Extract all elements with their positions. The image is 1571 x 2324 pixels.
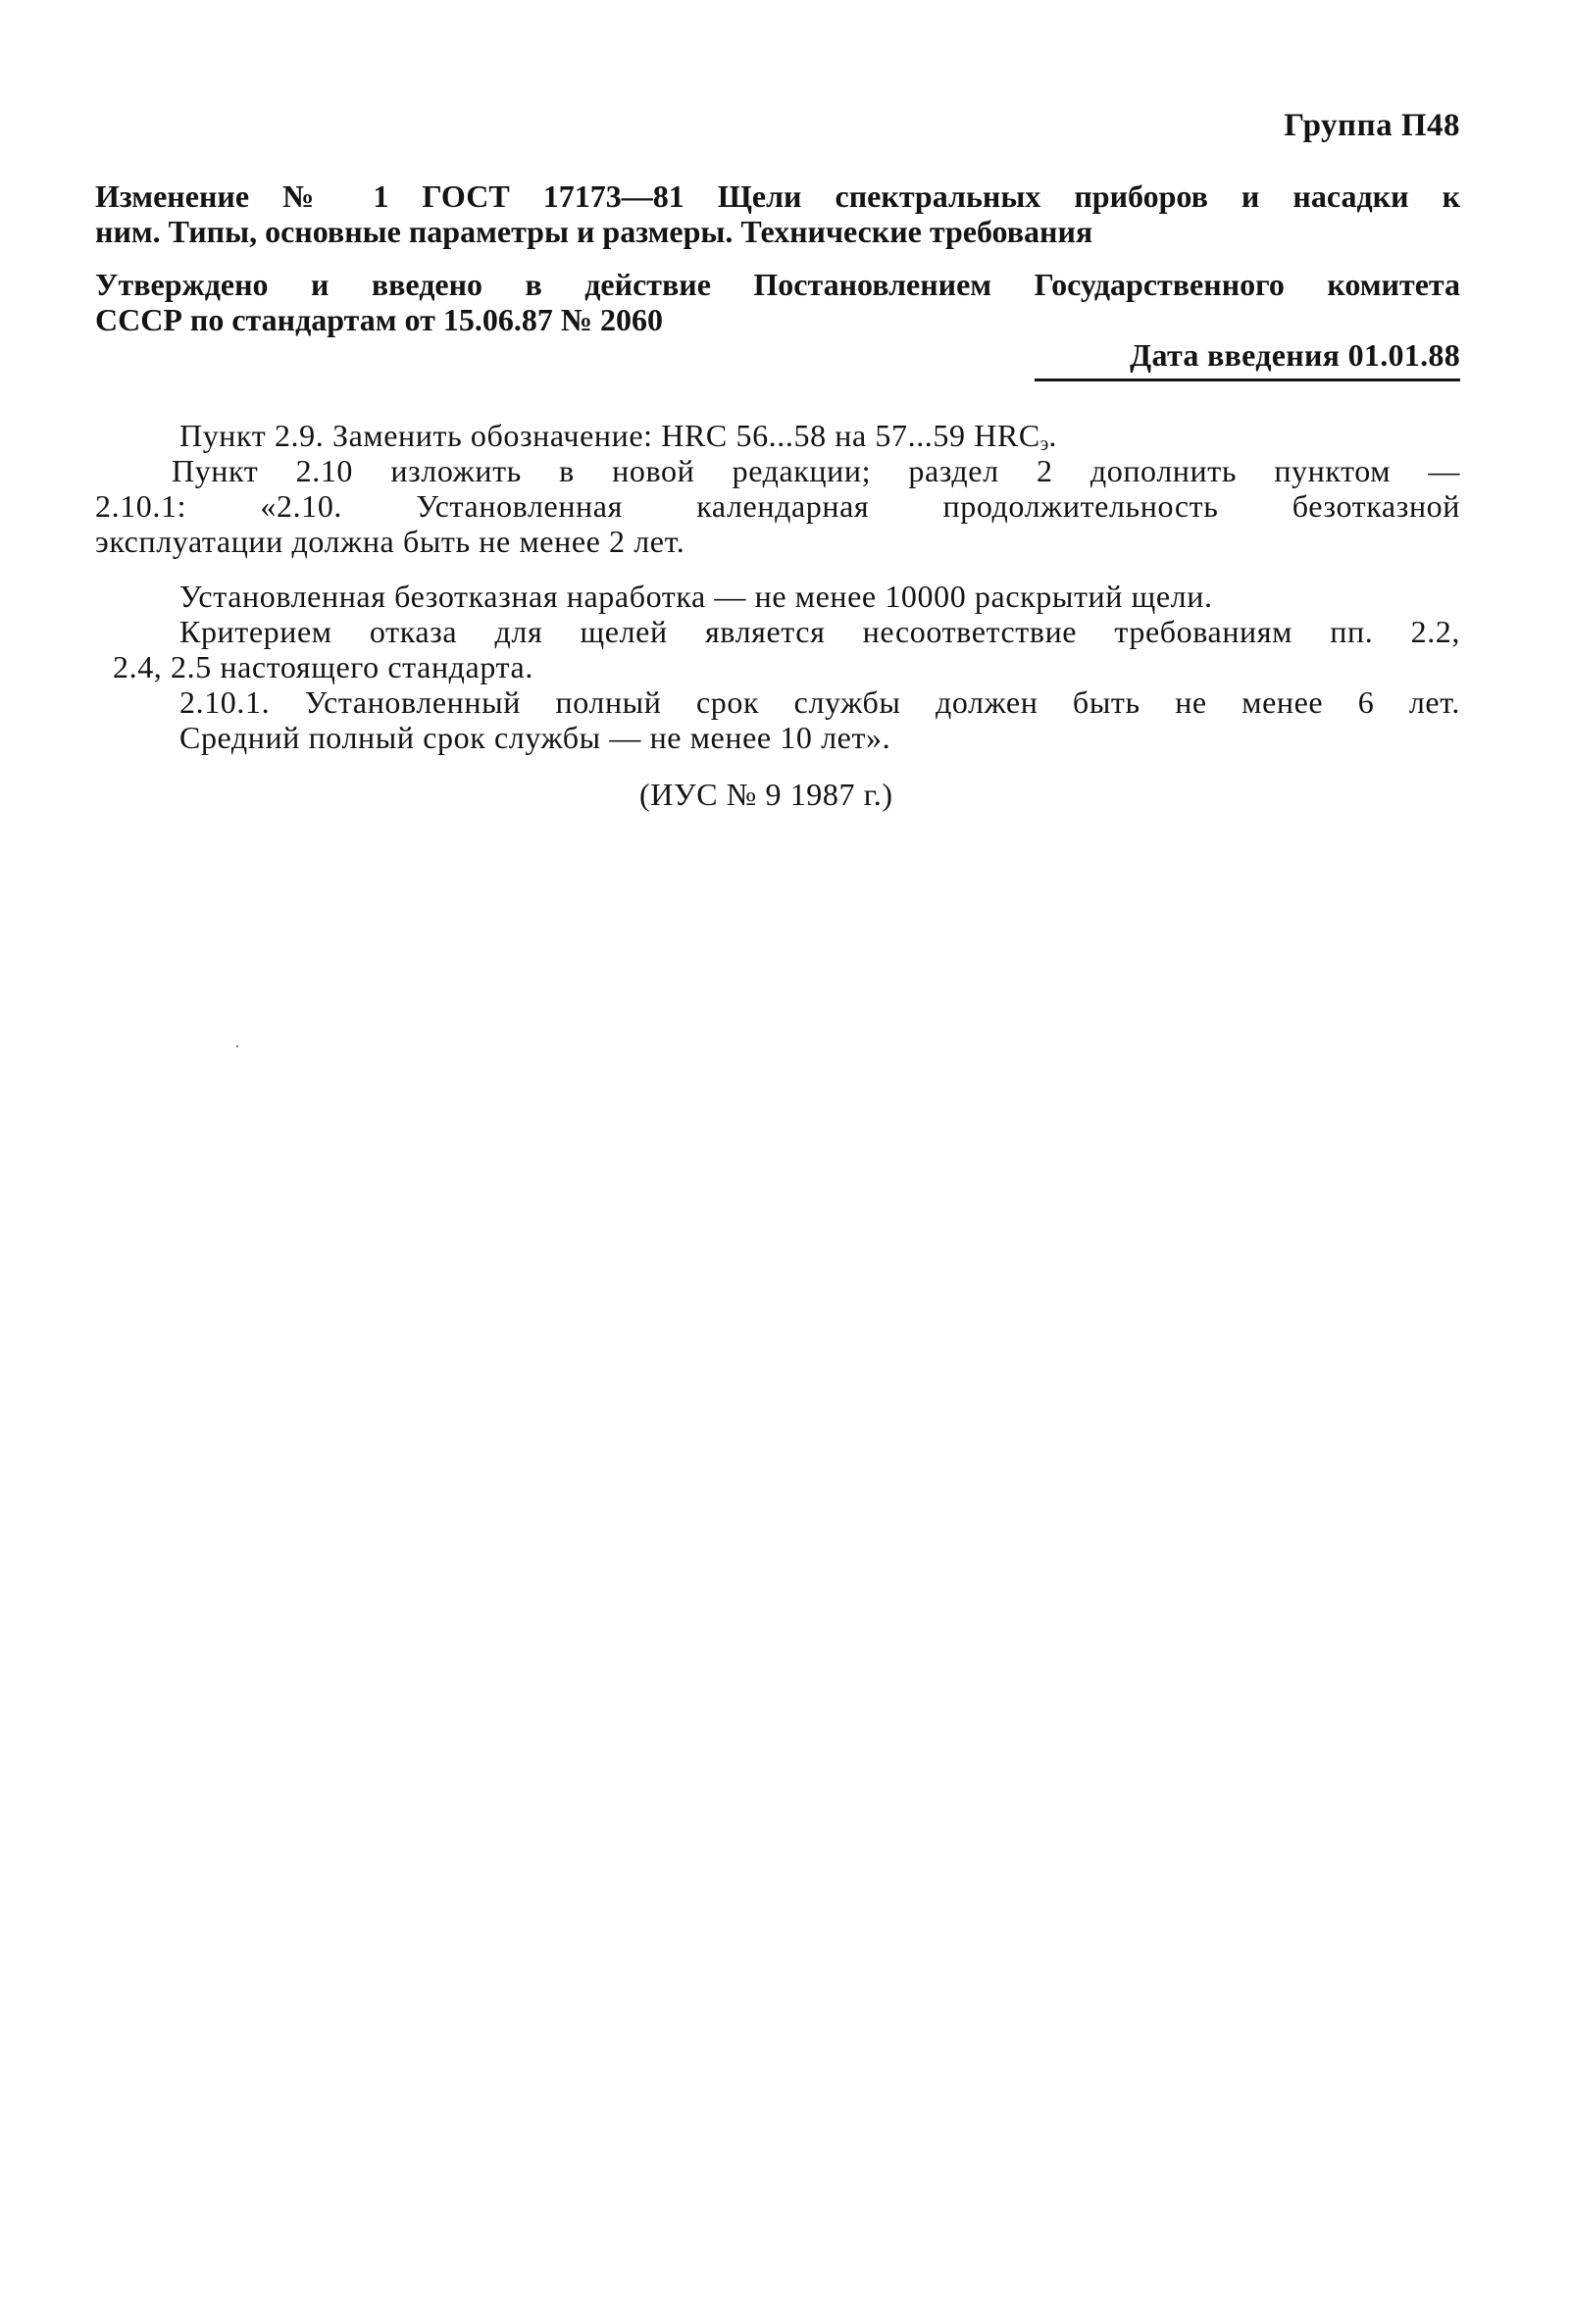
approval-line-2: СССР по стандартам от 15.06.87 № 2060	[95, 302, 663, 337]
paragraph-2-9-end: .	[1048, 418, 1057, 453]
paragraph-2-9-subscript: э	[1039, 433, 1049, 455]
paragraph-2-10-line-3: эксплуатации должна быть не менее 2 лет.	[95, 524, 685, 559]
scan-speck	[236, 1045, 238, 1047]
group-label: Группа П48	[1284, 108, 1460, 143]
paragraph-mtbf: Установленная безотказная наработка — не менее 10000 раскрытий щели.	[179, 579, 1213, 614]
heading-line-2: ним. Типы, основные параметры и размеры. Технические требования	[95, 214, 1093, 249]
paragraph-average-life: Средний полный срок службы — не менее 10 лет».	[179, 720, 891, 755]
effective-date-underline	[1035, 379, 1460, 381]
paragraph-failure-criterion-line-1: Критерием отказа для щелей является несоответствие требованиям пп. 2.2,	[179, 614, 1460, 649]
effective-date: Дата введения 01.01.88	[1130, 337, 1460, 373]
paragraph-2-10-line-1: Пункт 2.10 изложить в новой редакции; раздел 2 дополнить пунктом —	[172, 453, 1460, 488]
paragraph-2-10-line-2: 2.10.1: «2.10. Установленная календарная продолжительность безотказной	[95, 488, 1460, 524]
paragraph-2-10-1: 2.10.1. Установленный полный срок службы должен быть не менее 6 лет.	[179, 684, 1460, 720]
paragraph-failure-criterion-line-2: 2.4, 2.5 настоящего стандарта.	[113, 649, 533, 684]
heading-line-1: Изменение № 1 ГОСТ 17173—81 Щели спектральных приборов и насадки к	[95, 178, 1460, 214]
paragraph-2-9-text: Пункт 2.9. Заменить обозначение: HRC 56...58 на 57...59 HRC	[179, 418, 1040, 453]
approval-line-1: Утверждено и введено в действие Постановлением Государственного комитета	[95, 267, 1460, 302]
source-note: (ИУС № 9 1987 г.)	[639, 777, 893, 812]
